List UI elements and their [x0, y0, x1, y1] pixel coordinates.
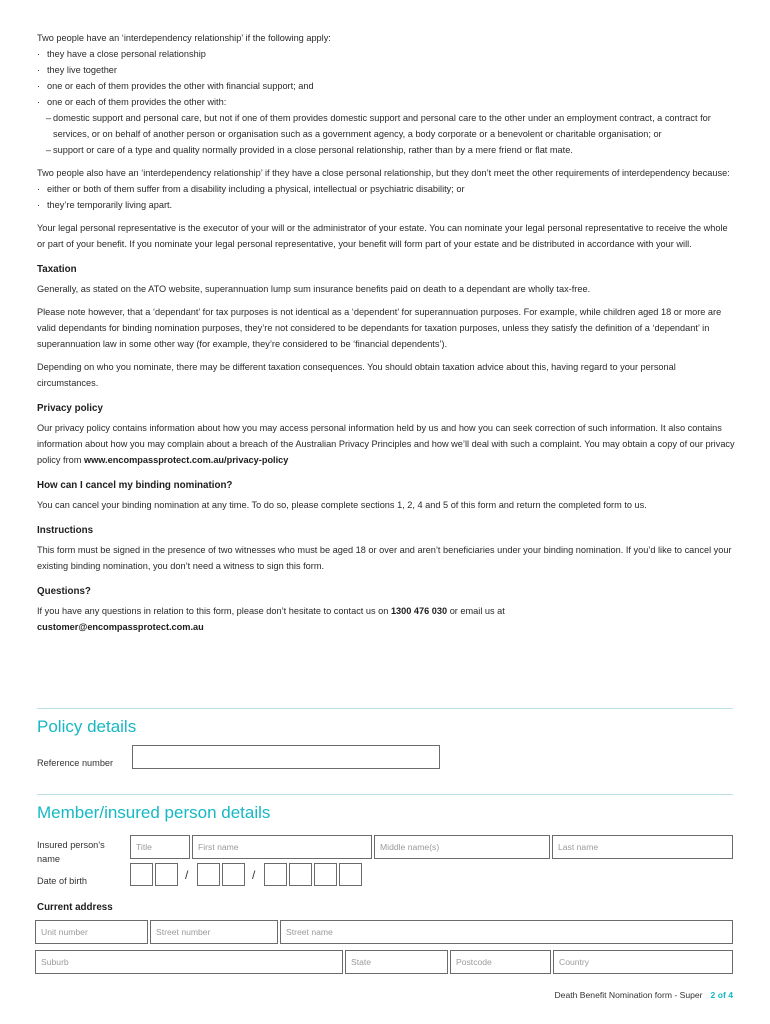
state-placeholder: State	[351, 957, 372, 967]
intro-paragraph: Two people have an ‘interdependency relationship’ if the following apply:	[37, 33, 331, 43]
dob-month-digit-1[interactable]	[197, 863, 220, 886]
middle-name-input[interactable]	[374, 835, 550, 859]
first-name-placeholder: First name	[198, 842, 239, 852]
cancel-paragraph: You can cancel your binding nomination at any time. To do so, please complete sections 1, 2, 4 and 5 of this form and return the completed form to us.	[37, 500, 647, 510]
dob-year-digit-3[interactable]	[314, 863, 337, 886]
date-separator: /	[185, 868, 189, 882]
interdependency-paragraph: Two people also have an ‘interdependency relationship’ if they have a close personal relationship, but they don’t meet the other requirements of interdependency because:	[37, 168, 730, 178]
questions-text: or email us at	[447, 606, 505, 616]
dob-year-digit-2[interactable]	[289, 863, 312, 886]
phone-number[interactable]: 1300 476 030	[390, 606, 448, 616]
postcode-input[interactable]	[450, 950, 551, 974]
privacy-paragraph	[37, 420, 735, 468]
taxation-heading: Taxation	[37, 264, 77, 275]
street-number-placeholder: Street number	[156, 927, 211, 937]
taxation-paragraph: Generally, as stated on the ATO website, superannuation lump sum insurance benefits paid on death to a dependant are wholly tax-free.	[37, 284, 591, 294]
date-of-birth-label: Date of birth	[37, 876, 88, 886]
middle-name-placeholder: Middle name(s)	[380, 842, 440, 852]
state-input[interactable]	[345, 950, 448, 974]
current-address-heading: Current address	[37, 902, 113, 913]
taxation-paragraph: Please note however, that a ‘dependant’ for tax purposes is not identical as a ‘dependent’ for superannuation purposes. For example, while children aged 18 or more are valid dependants for binding nomination purposes, they’re not considered to be dependants for taxation purposes, unless they satisfy the definition of a ‘dependant’ in superannuation law in some other way (for example, they’re considered to be ‘financial dependents’).	[37, 307, 722, 349]
section-divider	[37, 708, 733, 709]
list-item: · they’re temporarily living apart.	[37, 197, 735, 213]
cancel-heading: How can I cancel my binding nomination?	[37, 480, 233, 491]
dob-day-digit-1[interactable]	[130, 863, 153, 886]
questions-text: If you have any questions in relation to this form, please don’t hesitate to contact us on	[37, 606, 391, 616]
postcode-placeholder: Postcode	[456, 957, 492, 967]
street-name-placeholder: Street name	[286, 927, 333, 937]
email-link[interactable]: customer@encompassprotect.com.au	[37, 622, 204, 632]
insured-name-label: Insured person’s name	[37, 840, 105, 864]
sub-list	[37, 110, 735, 158]
form-page	[37, 30, 735, 635]
last-name-input[interactable]	[552, 835, 733, 859]
title-placeholder: Title	[136, 842, 152, 852]
dob-day-digit-2[interactable]	[155, 863, 178, 886]
last-name-placeholder: Last name	[558, 842, 599, 852]
street-name-input[interactable]	[280, 920, 733, 944]
list-item: · either or both of them suffer from a disability including a physical, intellectual or psychiatric disability; or	[37, 181, 735, 197]
member-details-heading: Member/insured person details	[37, 803, 271, 822]
list-item: · one or each of them provides the other with financial support; and	[37, 78, 735, 94]
sub-list-item: – support or care of a type and quality normally provided in a close personal relationship, rather than by a mere friend or flat mate.	[37, 142, 735, 158]
legal-representative-paragraph: Your legal personal representative is the executor of your will or the administrator of your estate. You can nominate your legal personal representative to receive the whole or part of your benefit. If you nominate your legal personal representative, your benefit will form part of your estate and be distributed in accordance with your will.	[37, 223, 728, 249]
suburb-input[interactable]	[35, 950, 343, 974]
unit-number-input[interactable]	[35, 920, 148, 944]
form-name: Death Benefit Nomination form - Super	[554, 990, 703, 1000]
title-input[interactable]	[130, 835, 190, 859]
instructions-paragraph: This form must be signed in the presence of two witnesses who must be aged 18 or over and aren’t beneficiaries under your binding nomination. If you’d like to cancel your existing binding nomination, you don’t need a witness to sign this form.	[37, 545, 732, 571]
list-item-text: one or each of them provides the other with:	[47, 97, 227, 107]
taxation-paragraph: Depending on who you nominate, there may be different taxation consequences. You should obtain taxation advice about this, having regard to your personal circumstances.	[37, 362, 676, 388]
list-item: · they have a close personal relationship	[37, 46, 735, 62]
page-footer	[554, 990, 733, 1000]
questions-heading: Questions?	[37, 586, 91, 597]
dob-month-digit-2[interactable]	[222, 863, 245, 886]
reference-number-input[interactable]	[132, 745, 440, 769]
instructions-heading: Instructions	[37, 525, 94, 536]
dob-year-digit-4[interactable]	[339, 863, 362, 886]
country-input[interactable]	[553, 950, 733, 974]
section-divider	[37, 794, 733, 795]
first-name-input[interactable]	[192, 835, 372, 859]
privacy-policy-link[interactable]: www.encompassprotect.com.au/privacy-policy	[83, 455, 289, 465]
country-placeholder: Country	[559, 957, 590, 967]
interdependency-list	[37, 46, 735, 158]
privacy-text: Our privacy policy contains information about how you may access personal information held by us and how you can seek correction of such information. It also contains information about how you may complain about a breach of the Australian Privacy Principles and how we’ll deal with such a complaint. You may obtain a copy of our privacy policy from	[37, 423, 735, 465]
unit-number-placeholder: Unit number	[41, 927, 88, 937]
reference-number-label: Reference number	[37, 758, 114, 768]
date-separator: /	[252, 868, 256, 882]
suburb-placeholder: Suburb	[41, 957, 69, 967]
dob-year-digit-1[interactable]	[264, 863, 287, 886]
page-number: 2 of 4	[710, 990, 733, 1000]
street-number-input[interactable]	[150, 920, 278, 944]
privacy-heading: Privacy policy	[37, 403, 103, 414]
sub-list-item: – domestic support and personal care, but not if one of them provides domestic support and personal care to the other under an employment contract, a contract for services, or on behalf of another person or organisation such as a government agency, a body corporate or a benevolent or charitable organisation; or	[37, 110, 735, 142]
list-item: · they live together	[37, 62, 735, 78]
list-item	[37, 94, 735, 158]
policy-details-heading: Policy details	[37, 717, 137, 736]
questions-paragraph	[37, 603, 735, 619]
disability-list	[37, 181, 735, 213]
